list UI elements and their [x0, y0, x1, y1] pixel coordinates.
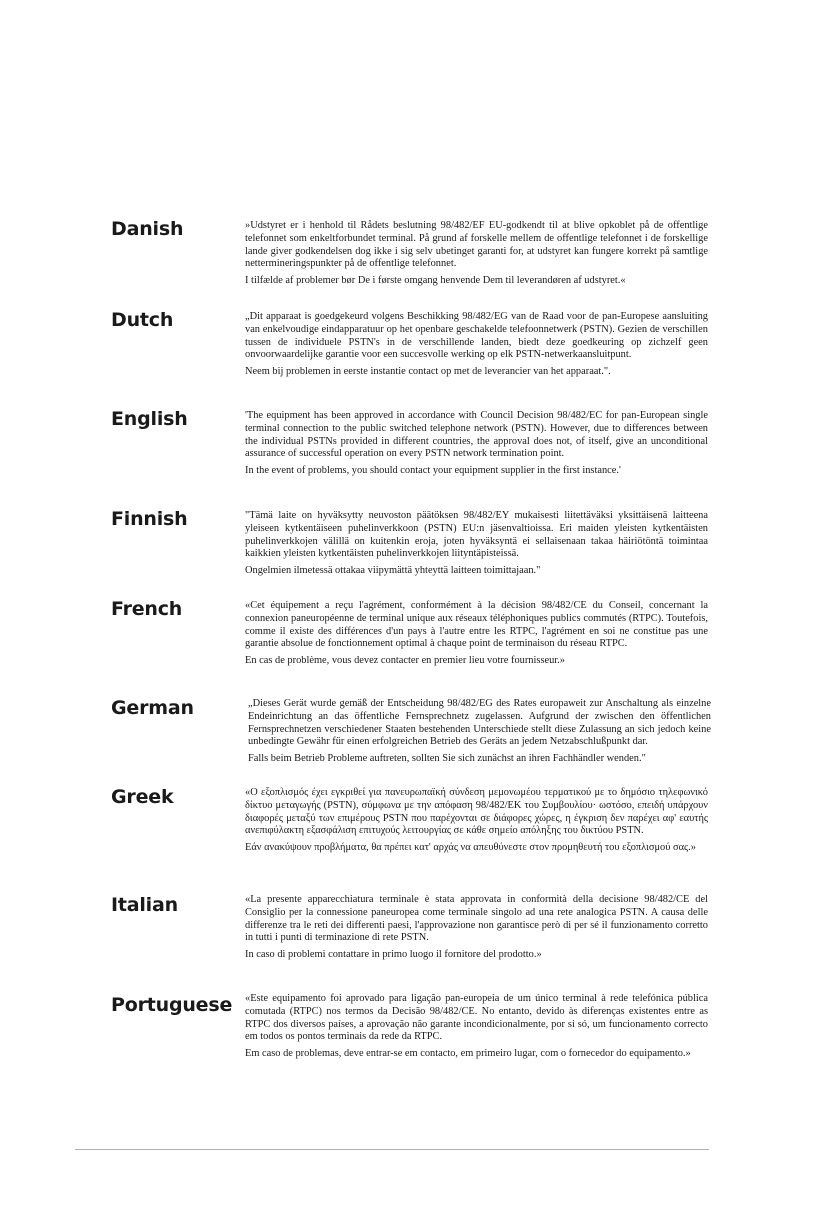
closing-paragraph: Em caso de problemas, deve entrar-se em contacto, em primeiro lugar, com o fornecedor do equipamento.» — [245, 1048, 691, 1060]
body-paragraph: «Ο εξοπλισμός έχει εγκριθεί για πανευρωπαϊκή σύνδεση μεμονωμέου τερματικού με το δημόσιο τηλεφωνικό δίκτυο μεταγωγής (PSTN), σύμφωνα με την απόφαση 98/482/ΕΚ του Συμβουλίου· ωστόσο, επειδή υπάρχουν διαφορές μεταξύ των επιμέρους PSTN που παρέχονται σε διάφορες χώρες, η έγκριση δεν παρέχει αφ' εαυτής ανεπιφύλακτη εξασφάλιση επιτυχούς λειτουργίας σε κάθε σημείο απόληξης του δικτύου PSTN. — [245, 787, 708, 837]
closing-paragraph: Falls beim Betrieb Probleme auftreten, sollten Sie sich zunächst an ihren Fachhändler wenden." — [248, 753, 646, 765]
section-text — [248, 698, 711, 766]
language-heading: English — [111, 408, 188, 430]
closing-paragraph: En cas de problème, vous devez contacter en premier lieu votre fournisseur.» — [245, 655, 565, 667]
language-heading: Greek — [111, 786, 174, 808]
section-text — [245, 787, 708, 855]
section-text — [245, 220, 708, 288]
body-paragraph: «Este equipamento foi aprovado para ligação pan-europeia de um único terminal à rede telefónica pública comutada (RTPC) nos termos da Decisão 98/482/CE. No entanto, devido às diferenças existentes entre as RTPC dos diversos países, a aprovação não garante incondicionalmente, por si só, um funcionamento correcto em todos os pontos terminais da rede da RTPC. — [245, 993, 708, 1043]
section-text — [245, 410, 708, 478]
section-text — [245, 993, 708, 1061]
body-paragraph: «Cet équipement a reçu l'agrément, conformément à la décision 98/482/CE du Conseil, concernant la connexion paneuropéenne de terminal unique aux réseaux téléphoniques publics commutés (RTPC). Toutefois, comme il existe des différences d'un pays à l'autre entre les RTPC, l'agrément en soi ne constitue pas une garantie absolue de fonctionnement optimal à chaque point de terminaison du réseau RTPC. — [245, 600, 708, 650]
closing-paragraph: Εάν ανακύψουν προβλήματα, θα πρέπει κατ' αρχάς να απευθύνεστε στον προμηθευτή του εξοπλισμού σας.» — [245, 842, 696, 854]
footer-rule — [75, 1149, 709, 1150]
language-heading: German — [111, 697, 194, 719]
closing-paragraph: In caso di problemi contattare in primo luogo il fornitore del prodotto.» — [245, 949, 542, 961]
body-paragraph: 'The equipment has been approved in accordance with Council Decision 98/482/EC for pan-European single terminal connection to the public switched telephone network (PSTN). However, due to differences between the individual PSTNs provided in different countries, the approval does not, of itself, give an unconditional assurance of successful operation on every PSTN network termination point. — [245, 410, 708, 460]
section-text — [245, 510, 708, 578]
body-paragraph: „Dieses Gerät wurde gemäß der Entscheidung 98/482/EG des Rates europaweit zur Anschaltung als einzelne Endeinrichtung an das öffentliche Fernsprechnetz zugelassen. Aufgrund der zwischen den öffentlichen Fernsprechnetzen verschiedener Staaten bestehenden Unterschiede stellt diese Zulassung an sich jedoch keine unbedingte Gewähr für einen erfolgreichen Betrieb des Geräts an jedem Netzabschlußpunkt dar. — [248, 698, 711, 748]
language-heading: French — [111, 598, 183, 620]
body-paragraph: „Dit apparaat is goedgekeurd volgens Beschikking 98/482/EG van de Raad voor de pan-Europese aansluiting van enkelvoudige eindapparatuur op het openbare geschakelde telefoonnetwerk (PSTN). Gezien de verschillen tussen de individuele PSTN's in de verschillende landen, biedt deze goedkeuring op zichzelf geen onvoorwaardelijke garantie voor een succesvolle werking op elk PSTN-netwerkaansluitpunt. — [245, 311, 708, 361]
language-heading: Danish — [111, 218, 184, 240]
closing-paragraph: I tilfælde af problemer bør De i første omgang henvende Dem til leverandøren af udstyret.« — [245, 275, 626, 287]
closing-paragraph: In the event of problems, you should contact your equipment supplier in the first instance.' — [245, 465, 621, 477]
body-paragraph: «La presente apparecchiatura terminale è stata approvata in conformità della decisione 98/482/CE del Consiglio per la connessione paneuropea come terminale singolo ad una rete analogica PSTN. A causa delle differenze tra le reti dei differenti paesi, l'approvazione non garantisce però di per sé il funzionamento corretto in tutti i punti di terminazione di rete PSTN. — [245, 894, 708, 944]
section-text — [245, 311, 708, 379]
language-heading: Dutch — [111, 309, 174, 331]
body-paragraph: "Tämä laite on hyväksytty neuvoston päätöksen 98/482/EY mukaisesti liitettäväksi yksittäisenä laitteena yleiseen kytkentäiseen puhelinverkkoon (PSTN) EU:n jäsenvaltioissa. Eri maiden yleisten kytkentäisten puhelinverkkojen välillä on kuitenkin eroja, joten hyväksyntä ei sellaisenaan takaa häiriötöntä toimintaa kaikkien yleisten kytkentäisten puhelinverkkojen liityntäpisteissä. — [245, 510, 708, 560]
closing-paragraph: Neem bij problemen in eerste instantie contact op met de leverancier van het apparaat.". — [245, 366, 611, 378]
closing-paragraph: Ongelmien ilmetessä ottakaa viipymättä yhteyttä laitteen toimittajaan." — [245, 565, 541, 577]
section-text — [245, 600, 708, 668]
language-heading: Portuguese — [111, 994, 233, 1016]
section-text — [245, 894, 708, 962]
body-paragraph: »Udstyret er i henhold til Rådets beslutning 98/482/EF EU-godkendt til at blive opkoblet på de offentlige telefonnet som enkeltforbundet terminal. På grund af forskelle mellem de offentlige telefonnet i de forskellige lande giver godkendelsen dog ikke i sig selv ubetinget garanti for, at udstyret kan fungere korrekt på samtlige nettermineringspunkter på de offentlige telefonnet. — [245, 220, 708, 270]
language-heading: Italian — [111, 894, 178, 916]
language-heading: Finnish — [111, 508, 188, 530]
